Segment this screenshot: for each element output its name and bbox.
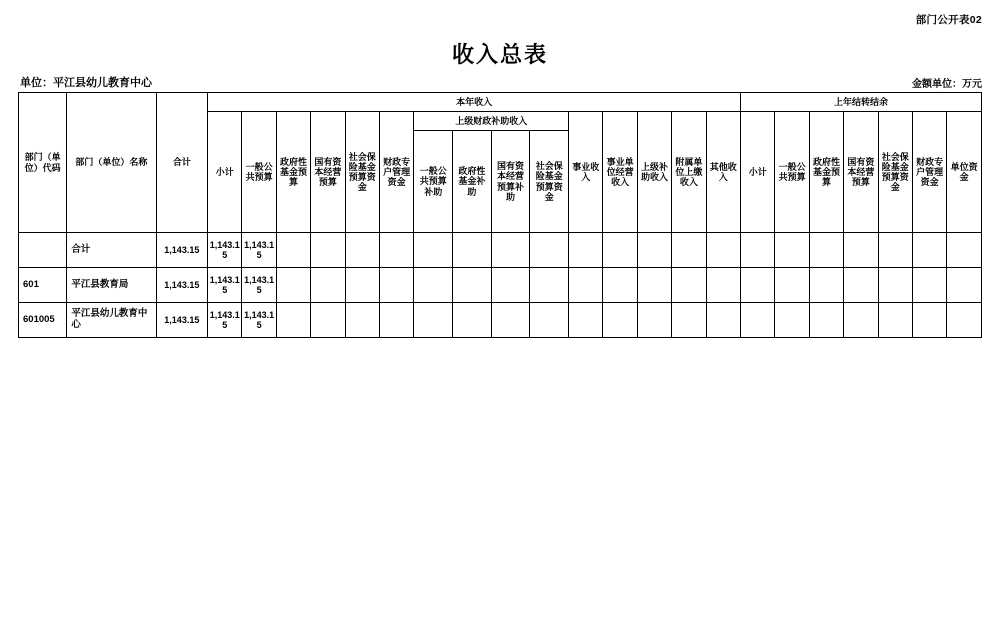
income-summary-table	[18, 92, 982, 338]
col-ly-gov-fund-budget: 政府性基金预算	[809, 112, 843, 233]
cell-sub-gov-fund-subsidy	[453, 303, 492, 338]
cell-cy-general-public-budget: 1,143.15	[242, 303, 276, 338]
cell-cy-fiscal-special-account	[379, 268, 413, 303]
cell-dept-name: 平江县教育局	[67, 268, 156, 303]
cell-cy-subtotal: 1,143.15	[208, 268, 242, 303]
cell-sub-general-public-budget-subsidy	[414, 268, 453, 303]
cell-cy-superior-subsidy-income	[637, 303, 671, 338]
cell-ly-social-insurance-fund-budget	[878, 268, 912, 303]
cell-sub-social-insurance-fund	[530, 268, 569, 303]
cell-sub-social-insurance-fund	[530, 233, 569, 268]
cell-cy-affiliated-unit-income	[603, 233, 637, 268]
cell-sub-gov-fund-subsidy	[453, 233, 492, 268]
table-row	[19, 233, 982, 268]
cell-cy-gov-fund-budget	[276, 268, 310, 303]
cell-ly-gov-fund-budget	[809, 233, 843, 268]
col-ly-soe-capital-budget: 国有资本经营预算	[844, 112, 878, 233]
cell-ly-social-insurance-fund-budget	[878, 233, 912, 268]
cell-dept-code: 601	[19, 268, 67, 303]
col-sub-soe-capital-budget-subsidy: 国有资本经营预算补助	[491, 131, 530, 233]
cell-cy-subordinate-remittance	[672, 303, 706, 338]
cell-ly-soe-capital-budget	[844, 268, 878, 303]
cell-ly-unit-funds	[947, 268, 982, 303]
cell-cy-superior-subsidy-income	[637, 268, 671, 303]
cell-ly-subtotal	[741, 303, 775, 338]
cell-cy-gov-fund-budget	[276, 233, 310, 268]
col-cy-gov-fund-budget: 政府性基金预算	[276, 112, 310, 233]
cell-ly-gov-fund-budget	[809, 303, 843, 338]
cell-sub-general-public-budget-subsidy	[414, 303, 453, 338]
cell-cy-social-insurance-fund-budget	[345, 233, 379, 268]
col-ly-unit-funds: 单位资金	[947, 112, 982, 233]
unit-label: 单位：平江县幼儿教育中心	[20, 77, 152, 89]
cell-cy-soe-capital-budget	[311, 233, 345, 268]
col-sub-general-public-budget-subsidy: 一般公共预算补助	[414, 131, 453, 233]
col-ly-fiscal-special-account: 财政专户管理资金	[912, 112, 946, 233]
cell-ly-fiscal-special-account	[912, 268, 946, 303]
cell-cy-superior-subsidy-income	[637, 233, 671, 268]
cell-ly-general-public-budget	[775, 268, 809, 303]
cell-sub-soe-capital-budget-subsidy	[491, 268, 530, 303]
cell-cy-gov-fund-budget	[276, 303, 310, 338]
cell-cy-business-income	[569, 233, 603, 268]
cell-total: 1,143.15	[156, 268, 208, 303]
col-cy-fiscal-special-account: 财政专户管理资金	[379, 112, 413, 233]
col-cy-other-income: 其他收入	[706, 112, 741, 233]
cell-cy-fiscal-special-account	[379, 303, 413, 338]
col-total: 合计	[156, 93, 208, 233]
cell-ly-unit-funds	[947, 233, 982, 268]
group-current-year-income: 本年收入	[208, 93, 741, 112]
amount-unit-label: 金额单位：万元	[912, 79, 982, 90]
cell-sub-social-insurance-fund	[530, 303, 569, 338]
page-title: 收入总表	[451, 42, 548, 67]
cell-dept-code	[19, 233, 67, 268]
cell-dept-name: 合计	[67, 233, 156, 268]
cell-cy-subordinate-remittance	[672, 268, 706, 303]
cell-sub-soe-capital-budget-subsidy	[491, 233, 530, 268]
cell-cy-other-income	[706, 233, 741, 268]
cell-ly-general-public-budget	[775, 233, 809, 268]
col-ly-social-insurance-fund-budget: 社会保险基金预算资金	[878, 112, 912, 233]
cell-cy-other-income	[706, 303, 741, 338]
col-cy-soe-capital-budget: 国有资本经营预算	[311, 112, 345, 233]
cell-cy-social-insurance-fund-budget	[345, 303, 379, 338]
cell-cy-subordinate-remittance	[672, 233, 706, 268]
table-row	[19, 303, 982, 338]
cell-dept-name: 平江县幼儿教育中心	[67, 303, 156, 338]
col-sub-social-insurance-fund: 社会保险基金预算资金	[530, 131, 569, 233]
table-body	[19, 233, 982, 338]
col-cy-superior-subsidy-income: 上级补助收入	[637, 112, 671, 233]
cell-cy-business-income	[569, 303, 603, 338]
form-code-label: 部门公开表02	[915, 14, 982, 26]
cell-cy-affiliated-unit-income	[603, 268, 637, 303]
cell-ly-gov-fund-budget	[809, 268, 843, 303]
cell-total: 1,143.15	[156, 303, 208, 338]
cell-cy-subtotal: 1,143.15	[208, 233, 242, 268]
col-ly-general-public-budget: 一般公共预算	[775, 112, 809, 233]
table-row	[19, 268, 982, 303]
col-cy-social-insurance-fund-budget: 社会保险基金预算资金	[345, 112, 379, 233]
cell-ly-fiscal-special-account	[912, 303, 946, 338]
cell-sub-soe-capital-budget-subsidy	[491, 303, 530, 338]
group-last-year-carryover: 上年结转结余	[741, 93, 982, 112]
cell-ly-subtotal	[741, 233, 775, 268]
cell-sub-gov-fund-subsidy	[453, 268, 492, 303]
col-cy-subtotal: 小计	[208, 112, 242, 233]
col-dept-code: 部门（单位）代码	[19, 93, 67, 233]
cell-cy-general-public-budget: 1,143.15	[242, 268, 276, 303]
col-ly-subtotal: 小计	[741, 112, 775, 233]
cell-sub-general-public-budget-subsidy	[414, 233, 453, 268]
cell-total: 1,143.15	[156, 233, 208, 268]
cell-ly-subtotal	[741, 268, 775, 303]
col-cy-subordinate-remittance: 附属单位上缴收入	[672, 112, 706, 233]
group-superior-subsidy-income: 上级财政补助收入	[414, 112, 569, 131]
cell-ly-soe-capital-budget	[844, 303, 878, 338]
col-cy-general-public-budget: 一般公共预算	[242, 112, 276, 233]
cell-ly-unit-funds	[947, 303, 982, 338]
cell-cy-business-income	[569, 268, 603, 303]
cell-cy-general-public-budget: 1,143.15	[242, 233, 276, 268]
cell-ly-soe-capital-budget	[844, 233, 878, 268]
col-sub-gov-fund-subsidy: 政府性基金补助	[453, 131, 492, 233]
table-header-row-1	[19, 93, 982, 112]
cell-cy-other-income	[706, 268, 741, 303]
cell-cy-soe-capital-budget	[311, 303, 345, 338]
cell-cy-soe-capital-budget	[311, 268, 345, 303]
cell-ly-general-public-budget	[775, 303, 809, 338]
col-cy-affiliated-unit-income: 事业单位经营收入	[603, 112, 637, 233]
cell-cy-social-insurance-fund-budget	[345, 268, 379, 303]
cell-cy-subtotal: 1,143.15	[208, 303, 242, 338]
col-dept-name: 部门（单位）名称	[67, 93, 156, 233]
cell-ly-social-insurance-fund-budget	[878, 303, 912, 338]
col-cy-business-income: 事业收入	[569, 112, 603, 233]
cell-cy-affiliated-unit-income	[603, 303, 637, 338]
cell-dept-code: 601005	[19, 303, 67, 338]
cell-cy-fiscal-special-account	[379, 233, 413, 268]
cell-ly-fiscal-special-account	[912, 233, 946, 268]
